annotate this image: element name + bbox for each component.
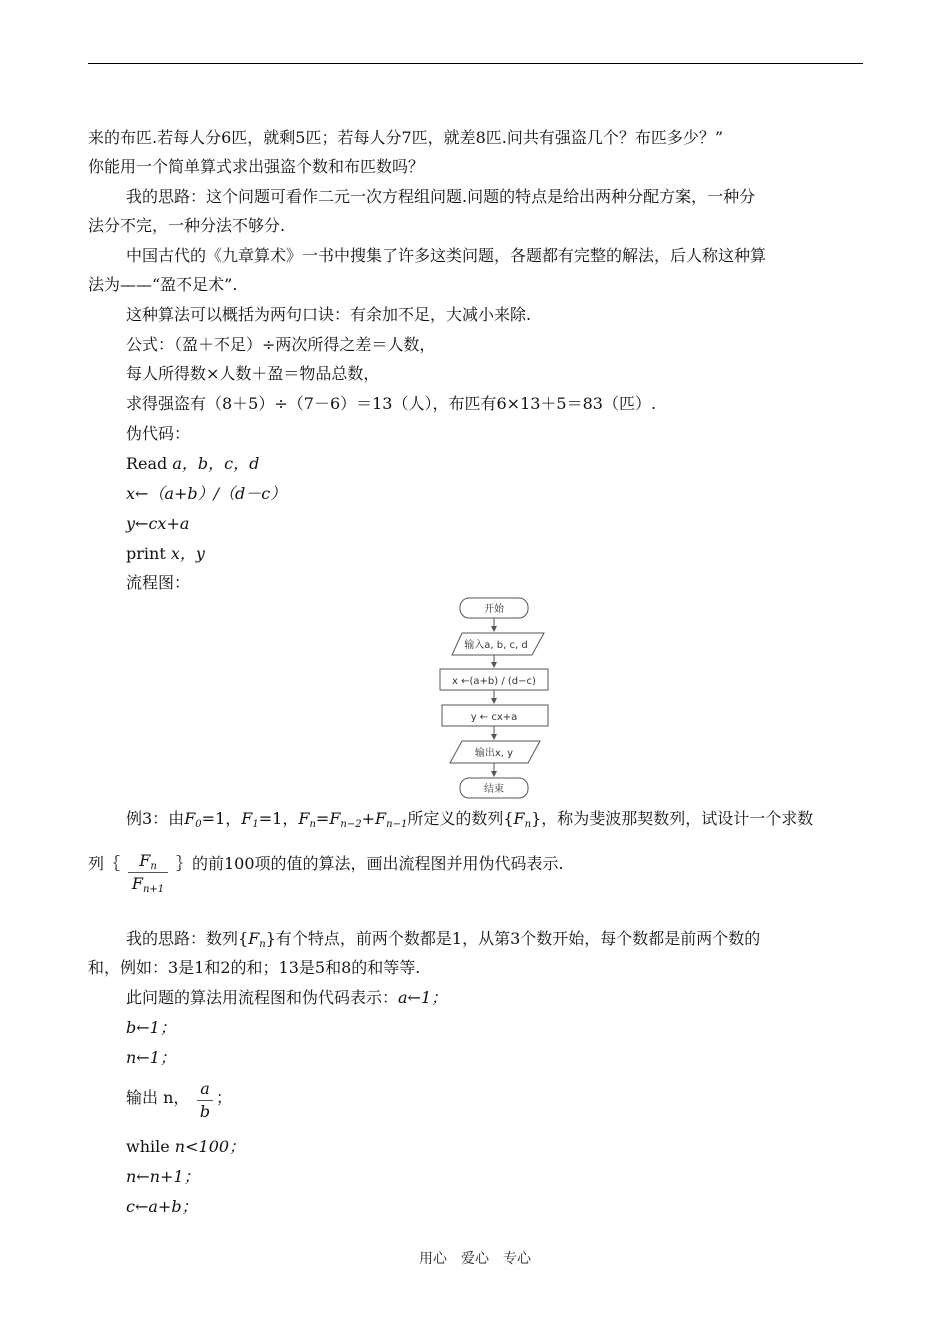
read-keyword: Read xyxy=(126,454,173,473)
para6-text: 此问题的算法用流程图和伪代码表示： xyxy=(126,988,399,1007)
para3-line2: 法为——“盈不足术”. xyxy=(88,275,238,294)
fraction-numerator: $F_n$ xyxy=(139,851,157,872)
flowchart xyxy=(432,596,556,802)
example3-F1: $F_1$ xyxy=(241,809,259,830)
para5-line1-a: 我的思路：数列{ xyxy=(126,929,249,948)
flow-end-text: 结束 xyxy=(484,784,504,795)
example3-line2-start: 列｛ xyxy=(88,854,121,873)
code-while-line xyxy=(126,1137,245,1157)
fraction-fn-over-fn1 xyxy=(128,851,168,894)
flow-input-text: 输入a, b, c, d xyxy=(464,640,528,651)
pseudocode-label: 伪代码： xyxy=(126,424,191,443)
x-var: x xyxy=(126,484,136,503)
example3-prefix: 例3：由 xyxy=(126,809,185,828)
code-output-prefix: 输出 n， xyxy=(126,1088,190,1107)
example3-F0: $F_0$ xyxy=(184,809,202,830)
flowchart-label: 流程图： xyxy=(126,573,191,592)
code-output-line xyxy=(126,1088,189,1108)
read-vars: a，b，c，d xyxy=(172,454,260,473)
code-n-init: n←1； xyxy=(126,1048,176,1067)
para5-line2: 和，例如：3是1和2的和；13是5和8的和等等. xyxy=(88,958,421,977)
pseudo-y-line xyxy=(126,514,189,534)
para5-line1-b: }有个特点，前两个数都是1，从第3个数开始，每个数都是前两个数的 xyxy=(265,929,761,948)
while-keyword: while xyxy=(126,1137,175,1156)
code-output-suffix: ； xyxy=(216,1088,233,1107)
formula-line-2: 每人所得数×人数＋盈＝物品总数， xyxy=(126,364,380,383)
y-expr: ←cx+a xyxy=(135,514,190,533)
para3-line1: 中国古代的《九章算术》一书中搜集了许多这类问题，各题都有完整的解法，后人称这种算 xyxy=(126,246,767,265)
print-keyword: print xyxy=(126,544,171,563)
code-a-init: a←1； xyxy=(398,988,448,1007)
y-var: y xyxy=(126,514,136,533)
example3-recurrence: $F_n=F_{n-2}+F_{n-1}$ xyxy=(298,809,408,830)
para1-line2: 你能用一个简单算式求出强盗个数和布匹数吗？ xyxy=(88,157,425,176)
result-line: 求得强盗有（8＋5）÷（7－6）＝13（人），布匹有6×13＋5＝83（匹）. xyxy=(126,394,657,413)
formula-line-1: 公式：（盈＋不足）÷两次所得之差＝人数， xyxy=(126,335,436,354)
para1-line1: 来的布匹.若每人分6匹，就剩5匹；若每人分7匹，就差8匹.问共有强盗几个？布匹多少？” xyxy=(88,128,724,147)
example3-suffix: }，称为斐波那契数列，试设计一个求数 xyxy=(531,809,814,828)
para5-line1 xyxy=(126,929,760,949)
fraction-b: b xyxy=(199,1102,211,1121)
code-n-increment: n←n+1； xyxy=(126,1167,200,1186)
para2-line1: 我的思路：这个问题可看作二元一次方程组问题.问题的特点是给出两种分配方案，一种分 xyxy=(126,187,756,206)
fraction-a: a xyxy=(200,1079,210,1098)
flow-step2-text: y ← cx+a xyxy=(470,712,518,723)
flow-step1-text: x ←(a+b) / (d−c) xyxy=(452,676,536,687)
while-cond: n<100； xyxy=(174,1137,246,1156)
flow-start-text: 开始 xyxy=(484,604,504,615)
code-b-init: b←1； xyxy=(126,1018,176,1037)
fraction-a-over-b xyxy=(197,1079,213,1122)
page-footer: 用心 爱心 专心 xyxy=(419,1251,531,1267)
pseudo-print-line xyxy=(126,544,205,564)
fraction-denominator: $F_{n+1}$ xyxy=(131,874,165,895)
header-rule xyxy=(88,63,863,64)
example3-line1: 例3：由$F_0=1$，$F_1=1$，$F_n=F_{n-2}+F_{n-1}$所定义的数列$\{F_n\}$，称为斐波那契数列，试设计一个求数 xyxy=(126,809,814,830)
print-vars: x，y xyxy=(170,544,205,563)
mnemonic-line: 这种算法可以概括为两句口诀：有余加不足，大减小来除. xyxy=(126,305,532,324)
example3-line2-end: ｝的前100项的值的算法，画出流程图并用伪代码表示. xyxy=(176,854,564,873)
code-c-assign: c←a+b； xyxy=(126,1197,198,1216)
para5-Fn: $F_n$ xyxy=(248,929,266,950)
x-expr: ←（a+b）/（d－c） xyxy=(135,484,287,503)
example3-Fn: $F_n$ xyxy=(513,809,532,830)
flow-output-text: 输出x, y xyxy=(474,748,514,759)
pseudo-read-line xyxy=(126,454,259,474)
example3-middle: 所定义的数列{ xyxy=(407,809,514,828)
para2-line2: 法分不完，一种分法不够分. xyxy=(88,216,286,235)
para6-line xyxy=(126,988,447,1008)
pseudo-x-line xyxy=(126,484,286,504)
